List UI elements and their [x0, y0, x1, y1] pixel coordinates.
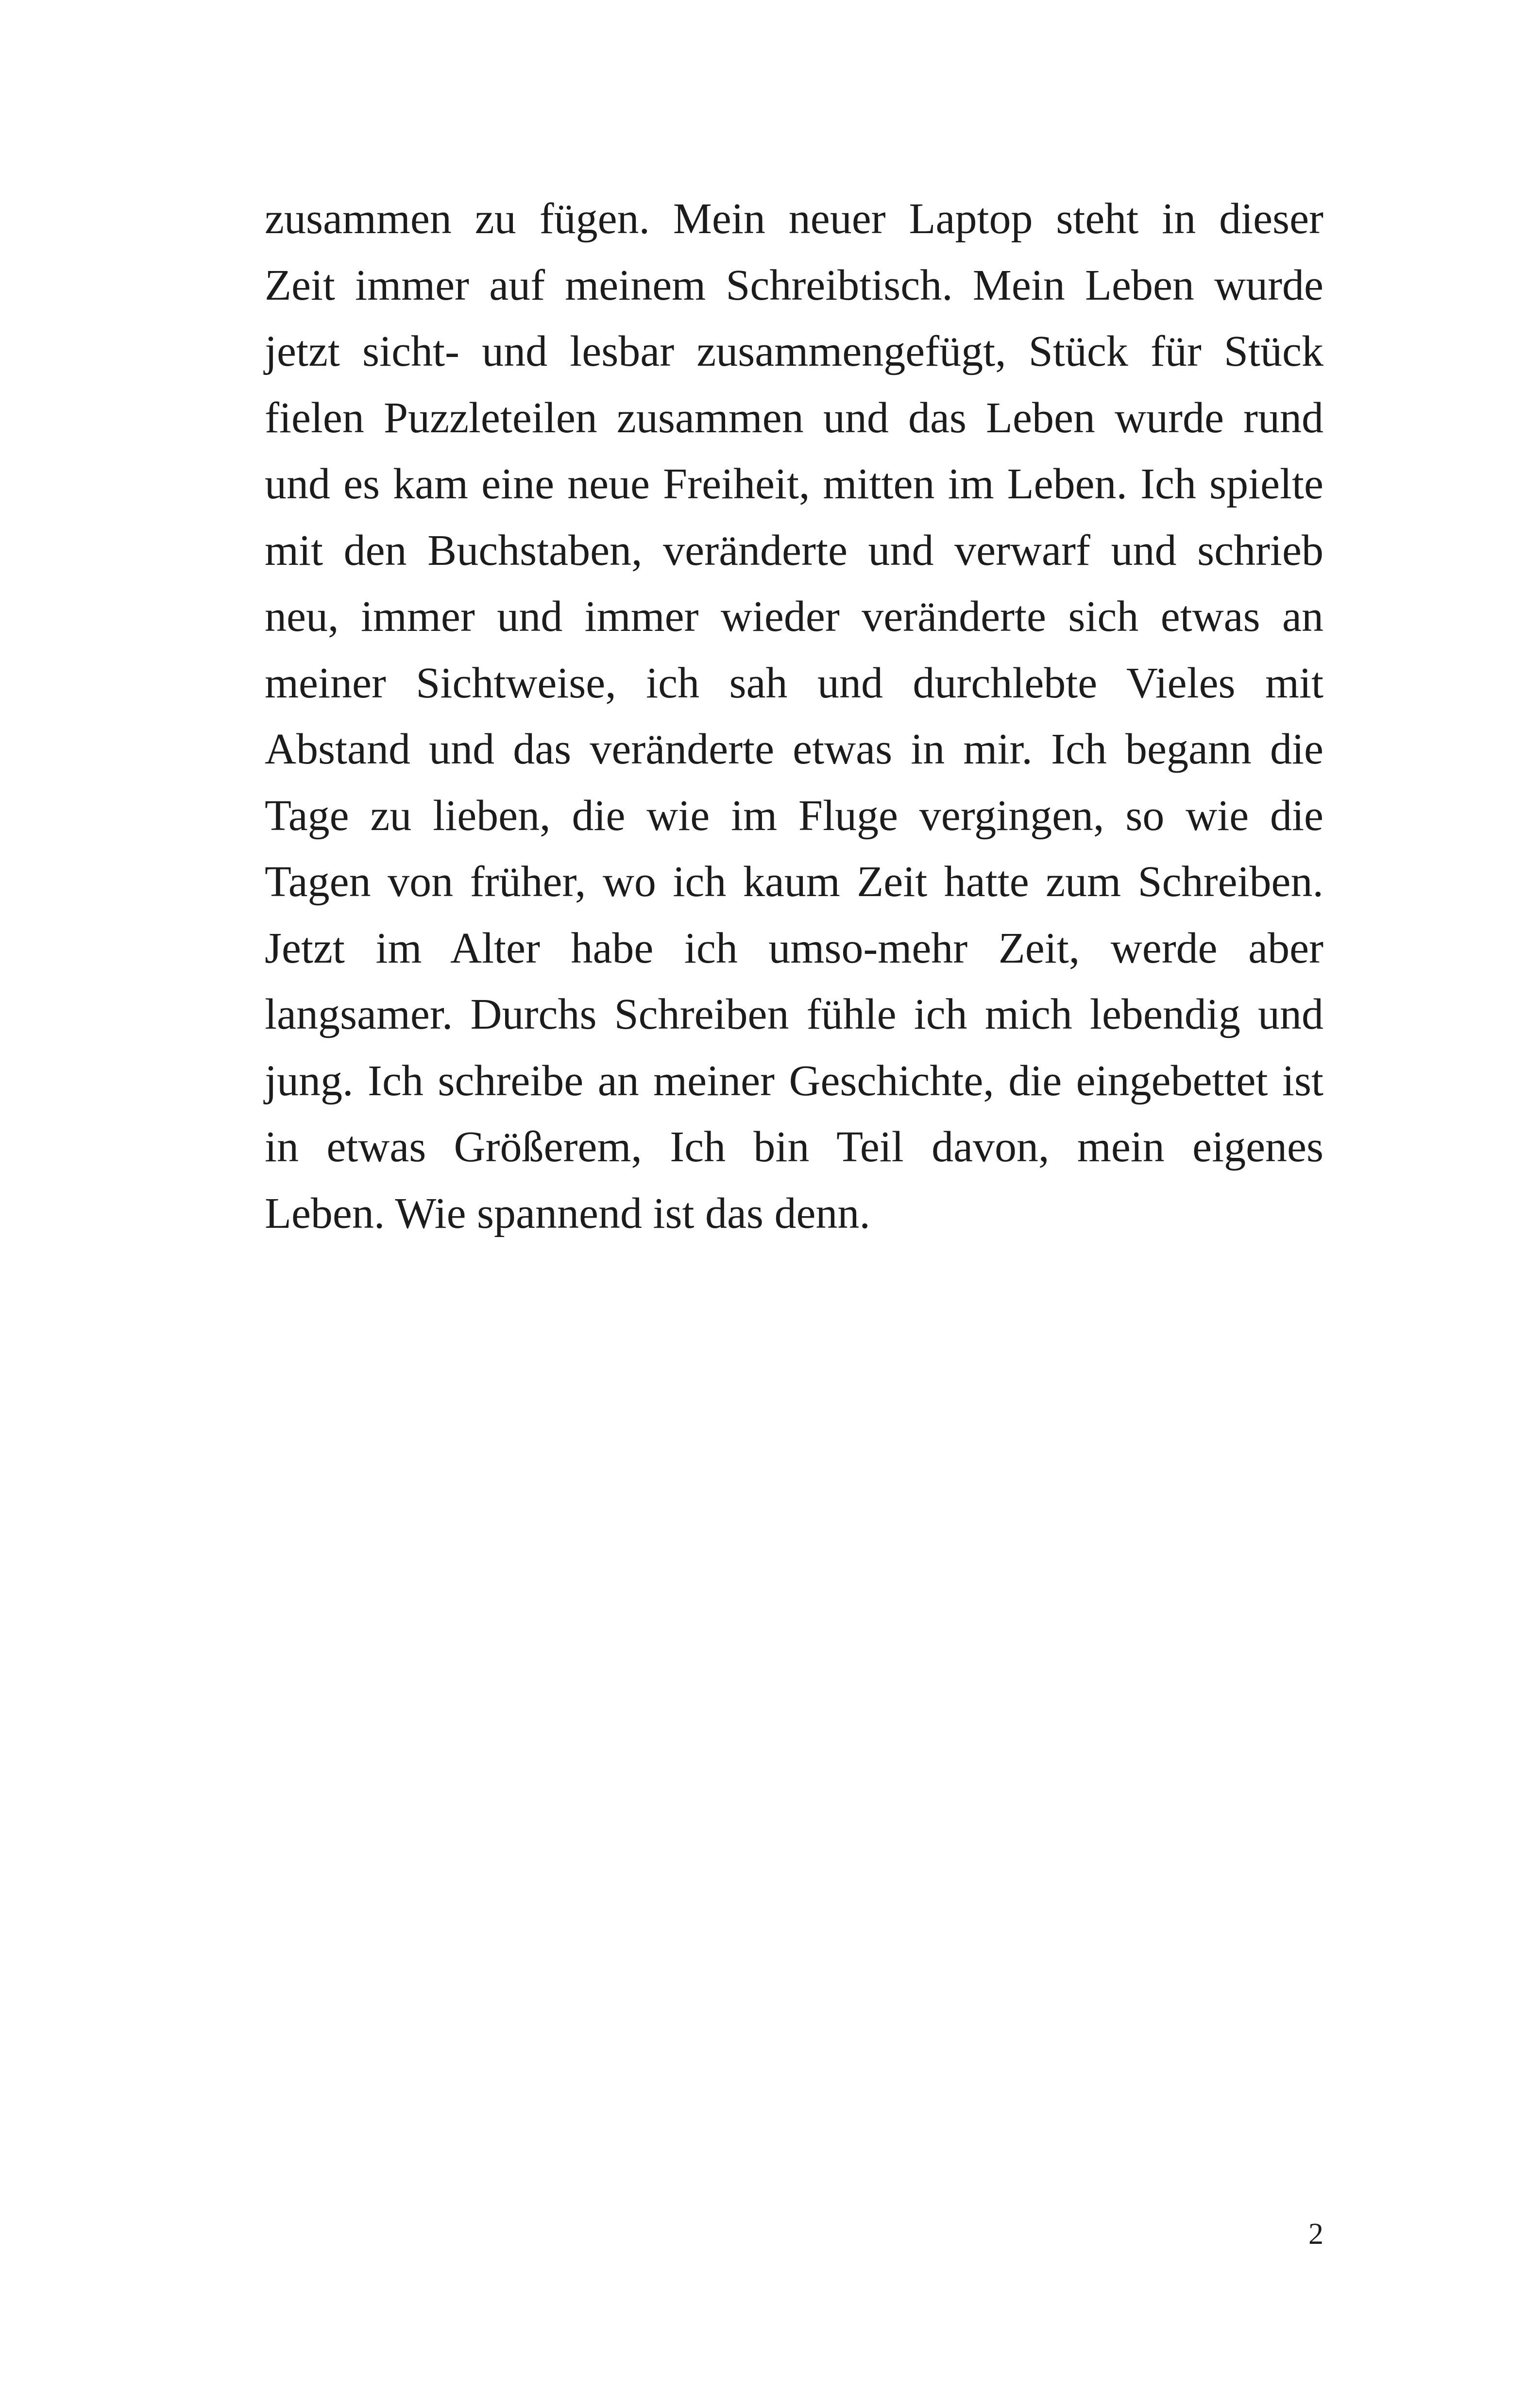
text-line: langsamer. Durchs Schreiben fühle ich mich lebendig und: [265, 990, 1323, 1038]
text-line: meiner Sichtweise, ich sah und durchlebte Vieles mit: [265, 659, 1323, 707]
text-line: Abstand und das veränderte etwas in mir. Ich begann die: [265, 725, 1323, 773]
body-text: [265, 186, 1323, 1247]
text-line: fielen Puzzleteilen zusammen und das Leben wurde rund: [265, 393, 1323, 442]
text-line: neu, immer und immer wieder veränderte sich etwas an: [265, 593, 1323, 641]
text-line: Tage zu lieben, die wie im Fluge vergingen, so wie die: [265, 791, 1323, 840]
text-line: Jetzt im Alter habe ich umso-mehr Zeit, werde aber: [265, 924, 1323, 972]
text-line: mit den Buchstaben, veränderte und verwarf und schrieb: [265, 526, 1323, 575]
page-number: 2: [1308, 2218, 1323, 2251]
text-line: und es kam eine neue Freiheit, mitten im Leben. Ich spielte: [265, 460, 1323, 508]
text-line: Tagen von früher, wo ich kaum Zeit hatte zum Schreiben.: [265, 858, 1323, 906]
text-line: in etwas Größerem, Ich bin Teil davon, mein eigenes: [265, 1123, 1323, 1171]
text-line-last: Leben. Wie spannend ist das denn.: [265, 1189, 870, 1238]
text-line: Zeit immer auf meinem Schreibtisch. Mein Leben wurde: [265, 261, 1323, 309]
text-line: zusammen zu fügen. Mein neuer Laptop steht in dieser: [265, 195, 1323, 243]
text-line: jung. Ich schreibe an meiner Geschichte, die eingebettet ist: [265, 1056, 1323, 1105]
text-line: jetzt sicht- und lesbar zusammengefügt, Stück für Stück: [265, 327, 1323, 375]
